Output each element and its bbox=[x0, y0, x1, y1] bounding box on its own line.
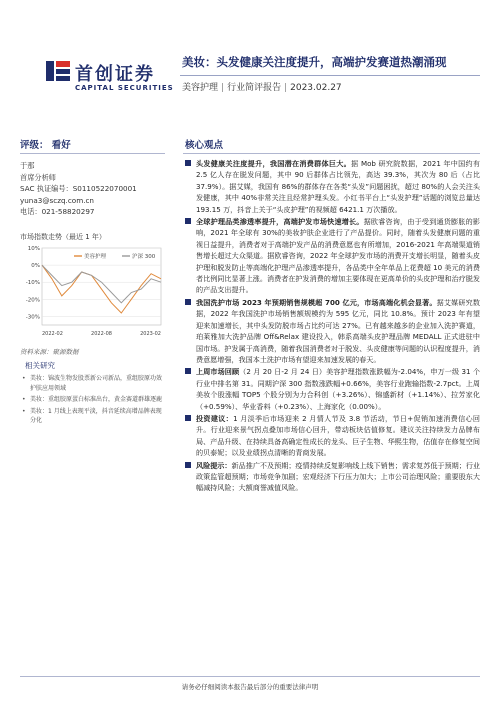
core-paragraph bbox=[185, 413, 480, 459]
report-title: 美妆：头发健康关注度提升，高端护发赛道热潮涌现 bbox=[182, 55, 447, 69]
meta-date: 2023.02.27 bbox=[290, 83, 342, 93]
footer-divider bbox=[20, 676, 480, 677]
square-bullet-icon bbox=[185, 218, 191, 224]
paragraph-lead: 风险提示： bbox=[196, 460, 232, 470]
chart-source: 资料来源：聚源数据 bbox=[20, 348, 79, 356]
paragraph-text: 据欧睿咨询，由于受到通货膨胀的影响，2021 年全球有 30%的美妆护肤企业进行了产品提价。同时，随着头发健康问题的重视日益提升，消费者对于高端护发产品的消费意愿也有所增加，2016-2021 年高端渠道销售增长超过大众渠道。据欧睿咨询，2022 年全球护发市场的消费开支增长明显，随着头皮护理和脱发防止等高端化护理产品渗透率提升，各品类中全年单品上花费超 10 美元的消费者比例同比显著上涨。消费者在护发消费的增加主要体现在更高单价的头皮护理和治疗脱发的产品支出提升。 bbox=[196, 217, 481, 295]
paragraph-text: 1 月淡季后市场迎来 2 月情人节及 3.8 节活动，节日+促销加速消费信心回升。行业迎来景气拐点叠加市场信心回升，带动板块估值修复。建议关注持续发力品牌布局、产品升级、在持续具备高确定性成长的龙头、巨子生物、华熙生物，估值存在修复空间的贝泰妮；以及业绩拐点清晰的青商发展。 bbox=[196, 413, 481, 458]
logo-en-text: CAPITAL SECURITIES bbox=[75, 84, 174, 92]
related-item[interactable]: • 美妆：重组胶原蛋白标准出台，黄金赛道群雄逐鹿 bbox=[22, 395, 167, 405]
series-line-0 bbox=[42, 265, 161, 313]
x-tick-label: 2022-02 bbox=[42, 331, 63, 337]
y-tick-label: 0% bbox=[31, 263, 40, 270]
chart-svg bbox=[20, 244, 165, 339]
core-paragraph bbox=[185, 297, 480, 365]
related-item[interactable]: • 美妆：锦波生物发股票新公司新品，重组胶原功效护肤应用领域 bbox=[22, 374, 167, 393]
y-tick-label: 10% bbox=[27, 246, 40, 252]
core-paragraph bbox=[185, 460, 480, 494]
analyst-sac: SAC 执证编号：S0110522070001 bbox=[20, 184, 137, 193]
logo-mark-icon bbox=[45, 58, 71, 84]
paragraph-text: （2 月 20 日-2 月 24 日）美容护理指数涨跌幅为-2.04%，申万一级 31 个行业中排名第 31。同期沪深 300 指数涨跌幅+0.66%，美容行业跑输指数-2.7pct。上周美妆个股涨幅 TOP5 个股分别为力合科创（+3.26%）、锦盛新材（+1.14%）、拉芳家化（+0.59%）、华业香料（+0.23%）、上海家化（0.00%）。 bbox=[196, 367, 480, 411]
square-bullet-icon bbox=[185, 299, 191, 305]
y-tick-label: -10% bbox=[25, 280, 40, 287]
y-tick-label: -20% bbox=[25, 297, 40, 304]
market-index-chart bbox=[20, 232, 165, 342]
paragraph-lead: 我国洗护市场 2023 年预期销售规模超 700 亿元，市场高端化机会显著。 bbox=[196, 297, 437, 307]
meta-type: 行业简评报告 bbox=[227, 83, 282, 93]
square-bullet-icon bbox=[185, 462, 191, 468]
analyst-title: 首席分析师 bbox=[20, 172, 56, 182]
paragraph-text: 据艾媒研究数据，2022 年我国洗护市场销售额规模约为 595 亿元，同比 10.8%。预计 2023 年有望迎来加速增长，其中头发防脱市场占比约可达 27%。已有越来越多的企业加入洗护赛道，珀莱雅加大洗护品牌 Off&Relax 建设投入，韩系高端头皮护理品牌 MEDALL 正式进驻中国市场。护发属于高消费，随着我国消费者对于脱发、头皮健康等问题的认识程度提升，消费意愿增强，我国本土洗护市场有望迎来加速发展的春天。 bbox=[196, 297, 480, 364]
analyst-email: yuna3@sczq.com.cn bbox=[20, 195, 94, 205]
related-research-title: 相关研究 bbox=[25, 361, 55, 370]
analyst-phone: 电话：021-58820297 bbox=[20, 207, 95, 216]
core-paragraph bbox=[185, 366, 480, 412]
rating-label: 评级： 看好 bbox=[20, 140, 71, 151]
footer-disclaimer: 请务必仔细阅读本报告最后部分的重要法律声明 bbox=[181, 683, 319, 691]
square-bullet-icon bbox=[185, 415, 191, 421]
analyst-info bbox=[20, 160, 137, 218]
legend-label: 美容护理 bbox=[84, 254, 107, 260]
core-divider bbox=[183, 153, 480, 154]
paragraph-text: 据 Mob 研究院数据，2021 年中国约有 2.5 亿人存在脱发问题，其中 90 后群体占比领先，高达 39.3%，其次为 80 后（占比 37.9%）。据艾媒，我国有 86%的群体存在各类“头发”问题困扰，超过 80%的人会关注头发健康，其中 40%非常关注且经常护理头发。小红书平台上“头发护理”话题的浏览总量达 193.15 万，抖音上关于“头皮护理”的视频超 6421.1 万次播放。 bbox=[196, 159, 481, 214]
x-tick-label: 2023-02 bbox=[140, 331, 161, 337]
core-paragraph bbox=[185, 158, 480, 215]
paragraph-lead: 上周市场回顾 bbox=[196, 367, 240, 377]
square-bullet-icon bbox=[185, 160, 191, 166]
core-paragraph bbox=[185, 216, 480, 296]
related-research-list bbox=[22, 374, 167, 428]
company-logo bbox=[45, 58, 175, 98]
meta-industry: 美容护理 bbox=[182, 83, 219, 93]
title-divider bbox=[180, 75, 480, 76]
paragraph-lead: 全球护理品类渗透率提升，高端护发市场快速增长。 bbox=[196, 217, 364, 227]
square-bullet-icon bbox=[185, 368, 191, 374]
legend-label: 沪深 300 bbox=[132, 254, 156, 260]
report-meta bbox=[182, 80, 342, 93]
meta-separator: | bbox=[284, 83, 288, 93]
rating-divider bbox=[20, 153, 165, 154]
paragraph-lead: 头发健康关注度提升，我国潜在消费群体巨大。 bbox=[196, 159, 352, 168]
analyst-name: 于那 bbox=[20, 161, 35, 170]
y-tick-label: -30% bbox=[25, 314, 40, 321]
x-tick-label: 2022-08 bbox=[91, 331, 112, 337]
core-views bbox=[185, 158, 480, 495]
core-views-title: 核心观点 bbox=[185, 140, 224, 151]
report-header bbox=[0, 0, 500, 110]
meta-separator: | bbox=[221, 83, 225, 93]
logo-cn-text: 首创证券 bbox=[75, 64, 155, 85]
paragraph-lead: 投资建议： bbox=[196, 413, 234, 423]
related-item[interactable]: • 美妆：1 月线上表现平淡，抖音延续高增品牌表现分化 bbox=[22, 407, 167, 426]
paragraph-text: 新品推广不及预期；疫情持续反复影响线上线下销售；需求复苏低于预期；行业政策监管超预期；市场竞争加剧；宏观经济下行压力加大；上市公司治理风险；重要股东大幅减持风险；大额商誉减值风险。 bbox=[196, 460, 481, 493]
chart-title: 市场指数走势（最近 1 年） bbox=[20, 233, 106, 241]
